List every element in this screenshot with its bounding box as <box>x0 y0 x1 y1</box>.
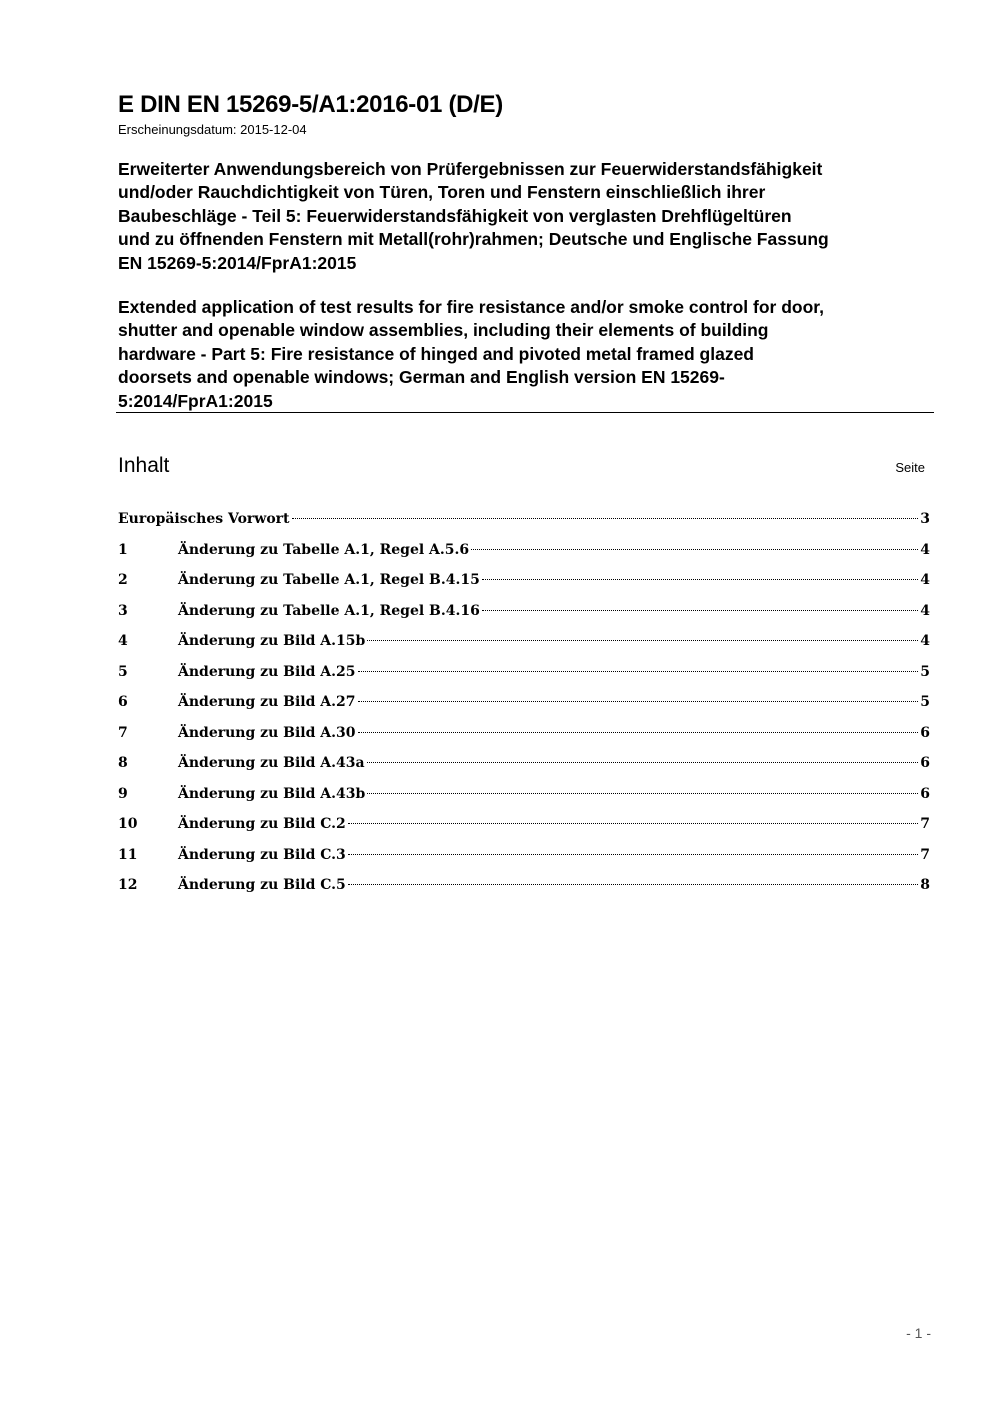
title-english-line: Extended application of test results for fire resistance and/or smoke control for door, <box>118 297 824 317</box>
toc-entry-number: 10 <box>118 816 138 832</box>
title-german-line: und zu öffnenden Fenstern mit Metall(rohr)rahmen; Deutsche und Englische Fassung <box>118 229 829 250</box>
toc-entry-10[interactable] <box>118 813 930 844</box>
toc-entry-4[interactable] <box>118 630 930 661</box>
title-english-line: doorsets and openable windows; German and English version EN 15269- <box>118 367 725 388</box>
toc-entry-7[interactable] <box>118 722 930 753</box>
publication-date: Erscheinungsdatum: 2015-12-04 <box>118 122 307 137</box>
toc-leader-dots <box>348 884 918 885</box>
toc-entry-title: Änderung zu Tabelle A.1, Regel A.5.6 <box>178 541 470 558</box>
toc-entry-title: Änderung zu Bild A.43a <box>178 755 365 771</box>
toc-page-column-label: Seite <box>895 460 925 475</box>
toc-leader-dots <box>482 610 918 611</box>
page-number: - 1 - <box>906 1325 931 1341</box>
toc-leader-dots <box>348 854 918 855</box>
title-english-line: shutter and openable window assemblies, including their elements of building <box>118 320 769 341</box>
toc-entry-title: Änderung zu Bild C.5 <box>178 877 346 893</box>
toc-entry-12[interactable] <box>118 874 930 905</box>
toc-entry-3[interactable] <box>118 600 930 631</box>
toc-entry-page: 3 <box>920 511 930 527</box>
toc-leader-dots <box>358 732 919 733</box>
toc-entry-title: Änderung zu Bild A.25 <box>178 663 356 680</box>
toc-leader-dots <box>367 640 918 641</box>
toc-entry-9[interactable] <box>118 783 930 814</box>
toc-entry-5[interactable] <box>118 661 930 692</box>
title-english-line: hardware - Part 5: Fire resistance of hinged and pivoted metal framed glazed <box>118 343 754 364</box>
toc-entry-page: 6 <box>920 785 930 802</box>
title-german-line: und/oder Rauchdichtigkeit von Türen, Toren und Fenstern einschließlich ihrer <box>118 182 766 203</box>
toc-entry-number: 1 <box>118 541 128 558</box>
toc-entry-6[interactable] <box>118 691 930 722</box>
toc-leader-dots <box>292 518 919 519</box>
toc-leader-dots <box>367 793 918 794</box>
toc-entry-page: 4 <box>920 633 930 649</box>
table-of-contents <box>118 508 930 905</box>
title-english <box>118 296 936 413</box>
toc-entry-2[interactable] <box>118 569 930 600</box>
toc-leader-dots <box>367 762 919 763</box>
toc-entry-page: 6 <box>920 755 930 771</box>
title-english-line: 5:2014/FprA1:2015 <box>118 390 273 411</box>
toc-entry-foreword[interactable] <box>118 508 930 539</box>
toc-entry-title: Änderung zu Bild A.27 <box>178 694 356 710</box>
toc-leader-dots <box>348 823 918 824</box>
toc-entry-number: 4 <box>118 633 128 649</box>
toc-entry-number: 9 <box>118 785 128 802</box>
toc-entry-number: 2 <box>118 572 128 588</box>
title-german-line: Baubeschläge - Teil 5: Feuerwiderstandsfähigkeit von verglasten Drehflügeltüren <box>118 205 792 226</box>
toc-entry-title: Europäisches Vorwort <box>118 511 290 527</box>
toc-entry-8[interactable] <box>118 752 930 783</box>
toc-entry-number: 8 <box>118 755 128 771</box>
toc-entry-page: 7 <box>920 846 930 863</box>
toc-entry-number: 6 <box>118 694 128 710</box>
toc-entry-title: Änderung zu Tabelle A.1, Regel B.4.15 <box>178 572 480 588</box>
title-german-line: Erweiterter Anwendungsbereich von Prüfergebnissen zur Feuerwiderstandsfähigkeit <box>118 159 823 179</box>
toc-entry-title: Änderung zu Bild C.3 <box>178 846 346 863</box>
toc-entry-1[interactable] <box>118 539 930 570</box>
toc-entry-page: 8 <box>920 877 930 893</box>
toc-leader-dots <box>358 701 919 702</box>
toc-entry-title: Änderung zu Tabelle A.1, Regel B.4.16 <box>178 602 480 619</box>
toc-entry-page: 7 <box>920 816 930 832</box>
title-german <box>118 158 936 275</box>
document-id: E DIN EN 15269-5/A1:2016-01 (D/E) <box>118 91 503 118</box>
toc-entry-title: Änderung zu Bild A.15b <box>178 633 366 649</box>
toc-entry-page: 4 <box>920 602 930 619</box>
toc-entry-11[interactable] <box>118 844 930 875</box>
toc-entry-number: 7 <box>118 724 128 741</box>
toc-leader-dots <box>358 671 919 672</box>
title-german-line: EN 15269-5:2014/FprA1:2015 <box>118 252 357 273</box>
toc-entry-number: 3 <box>118 602 128 619</box>
toc-entry-page: 5 <box>920 663 930 680</box>
toc-entry-page: 4 <box>920 572 930 588</box>
toc-entry-page: 4 <box>920 541 930 558</box>
toc-entry-title: Änderung zu Bild C.2 <box>178 816 346 832</box>
toc-heading: Inhalt <box>118 454 170 477</box>
toc-entry-page: 6 <box>920 724 930 741</box>
toc-entry-title: Änderung zu Bild A.43b <box>178 785 366 802</box>
toc-entry-page: 5 <box>920 694 930 710</box>
toc-entry-number: 11 <box>118 846 138 863</box>
toc-leader-dots <box>471 549 918 550</box>
title-divider <box>116 412 934 413</box>
toc-leader-dots <box>482 579 918 580</box>
toc-entry-number: 5 <box>118 663 128 680</box>
toc-entry-title: Änderung zu Bild A.30 <box>178 724 356 741</box>
toc-entry-number: 12 <box>118 877 138 893</box>
